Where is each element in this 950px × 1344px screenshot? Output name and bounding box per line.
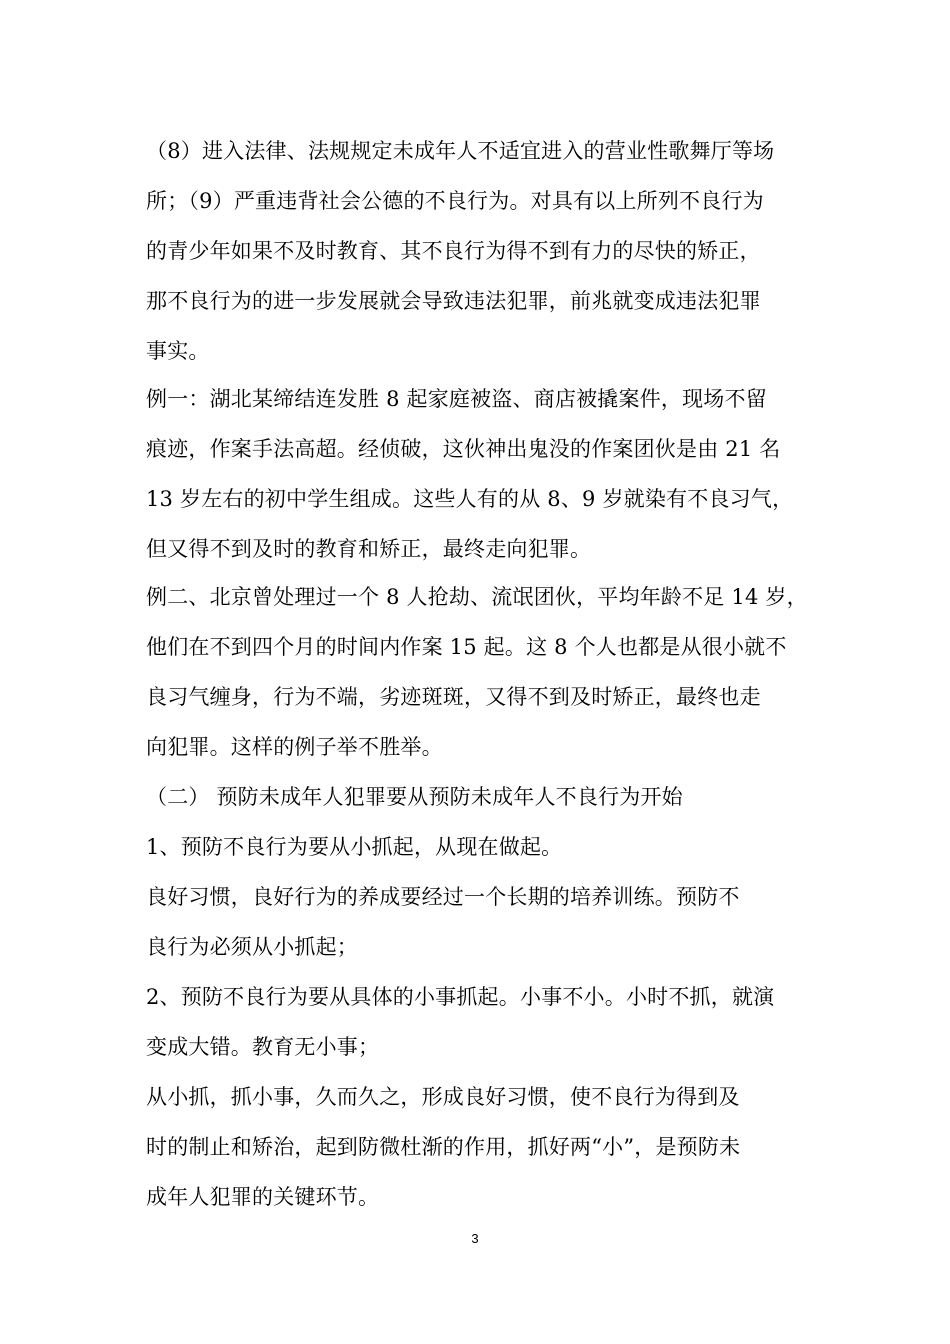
- text-line: 他们在不到四个月的时间内作案 15 起。这 8 个人也都是从很小就不: [146, 635, 787, 659]
- text-line: 的青少年如果不及时教育、其不良行为得不到有力的尽快的矫正，: [146, 239, 761, 263]
- text-line: 那不良行为的进一步发展就会导致违法犯罪，前兆就变成违法犯罪: [146, 289, 761, 313]
- text-line: 良行为必须从小抓起；: [146, 935, 358, 959]
- text-line: 但又得不到及时的教育和矫正，最终走向犯罪。: [146, 537, 592, 561]
- text-line: 13 岁左右的初中学生组成。这些人有的从 8、9 岁就染有不良习气，: [146, 487, 794, 511]
- text-line: 良习气缠身，行为不端，劣迹斑斑，又得不到及时矫正，最终也走: [146, 685, 761, 709]
- text-line: 痕迹，作案手法高超。经侦破，这伙神出鬼没的作案团伙是由 21 名: [146, 437, 781, 461]
- text-line: 2、预防不良行为要从具体的小事抓起。小事不小。小时不抓，就演: [146, 985, 775, 1009]
- text-line: 变成大错。教育无小事；: [146, 1035, 380, 1059]
- text-line: 向犯罪。这样的例子举不胜举。: [146, 735, 443, 759]
- text-line: 从小抓，抓小事，久而久之，形成良好习惯，使不良行为得到及: [146, 1085, 740, 1109]
- text-line: 例一：湖北某缔结连发胜 8 起家庭被盗、商店被撬案件，现场不留: [146, 387, 767, 411]
- text-line: 成年人犯罪的关键环节。: [146, 1185, 380, 1209]
- text-line: 所；（9）严重违背社会公德的不良行为。对具有以上所列不良行为: [146, 189, 764, 213]
- text-line: 事实。: [146, 339, 210, 363]
- text-line: 例二、北京曾处理过一个 8 人抢劫、流氓团伙，平均年龄不足 14 岁，: [146, 585, 808, 609]
- page-number: 3: [471, 1231, 479, 1246]
- text-line: 时的制止和矫治，起到防微杜渐的作用，抓好两“小”，是预防未: [146, 1135, 741, 1159]
- text-line: 1、预防不良行为要从小抓起，从现在做起。: [146, 835, 563, 859]
- section-heading: （二） 预防未成年人犯罪要从预防未成年人不良行为开始: [146, 785, 683, 809]
- text-line: （8）进入法律、法规规定未成年人不适宜进入的营业性歌舞厅等场: [146, 139, 775, 163]
- text-line: 良好习惯，良好行为的养成要经过一个长期的培养训练。预防不: [146, 885, 740, 909]
